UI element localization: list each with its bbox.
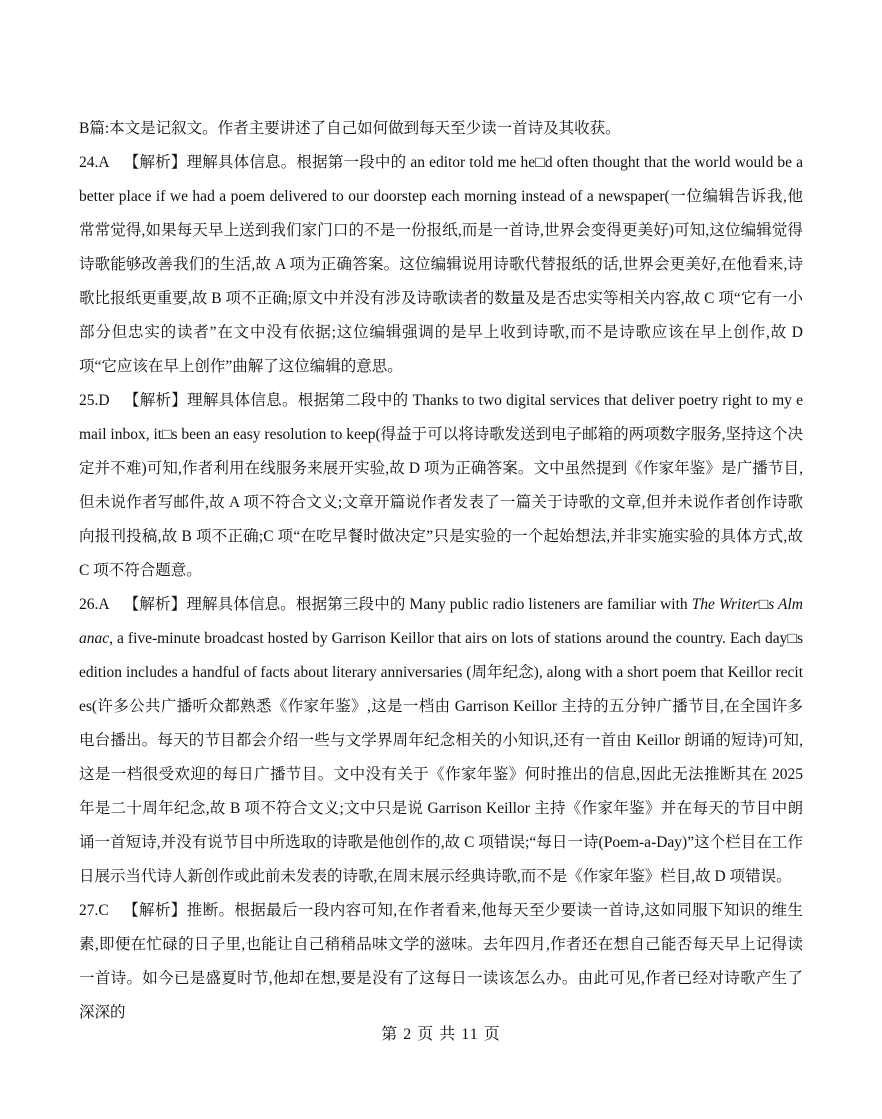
analysis-text-continued: , a five-minute broadcast hosted by Garrison Keillor that airs on lots of stations around the country. Each day□s edition includes a handful of facts about literary anniversaries (周年纪念), along with a short poem that Keillor recites(许多公共广播听众都熟悉《作家年鉴》,这是一档由 Garrison Keillor 主持的五分钟广播节目,在全国许多电台播出。每天的节目都会介绍一些与文学界周年纪念相关的小知识,还有一首由 Keillor 朗诵的短诗)可知,这是一档很受欢迎的每日广播节目。文中没有关于《作家年鉴》何时推出的信息,因此无法推断其在 2025 年是二十周年纪念,故 B 项不符合文义;文中只是说 Garrison Keillor 主持《作家年鉴》并在每天的节目中朗诵一首短诗,并没有说节目中所选取的诗歌是他创作的,故 C 项错误;“每日一诗(Poem-a-Day)”这个栏目在工作日展示当代诗人新创作或此前未发表的诗歌,在周末展示经典诗歌,而不是《作家年鉴》栏目,故 D 项错误。: [79, 630, 803, 885]
answer-24: [79, 146, 803, 384]
analysis-tag: 【解析】: [123, 596, 187, 613]
answer-26: [79, 588, 803, 894]
question-number: 27.C: [79, 902, 109, 919]
page-footer: 第 2 页 共 11 页: [381, 1026, 501, 1043]
analysis-text: 理解具体信息。根据第一段中的 an editor told me he□d often thought that the world would be a better place if we had a poem delivered to our doorstep each morning instead of a newspaper(一位编辑告诉我,他常常觉得,如果每天早上送到我们家门口的不是一份报纸,而是一首诗,世界会变得更美好)可知,这位编辑觉得诗歌能够改善我们的生活,故 A 项为正确答案。这位编辑说用诗歌代替报纸的话,世界会更美好,在他看来,诗歌比报纸更重要,故 B 项不正确;原文中并没有涉及诗歌读者的数量及是否忠实等相关内容,故 C 项“它有一小部分但忠实的读者”在文中没有依据;这位编辑强调的是早上收到诗歌,而不是诗歌应该在早上创作,故 D 项“它应该在早上创作”曲解了这位编辑的意思。: [79, 154, 803, 375]
question-number: 24.A: [79, 154, 110, 171]
question-number: 26.A: [79, 596, 110, 613]
question-number: 25.D: [79, 392, 110, 409]
passage-intro: B篇:本文是记叙文。作者主要讲述了自己如何做到每天至少读一首诗及其收获。: [79, 120, 621, 137]
answer-27: [79, 894, 803, 1030]
analysis-text: 理解具体信息。根据第三段中的 Many public radio listeners are familiar with: [186, 596, 692, 613]
analysis-tag: 【解析】: [123, 392, 188, 409]
analysis-text: 理解具体信息。根据第二段中的 Thanks to two digital services that deliver poetry right to my email inbox, it□s been an easy resolution to keep(得益于可以将诗歌发送到电子邮箱的两项数字服务,坚持这个决定并不难)可知,作者利用在线服务来展开实验,故 D 项为正确答案。文中虽然提到《作家年鉴》是广播节目,但未说作者写邮件,故 A 项不符合文义;文章开篇说作者发表了一篇关于诗歌的文章,但并未说作者创作诗歌向报刊投稿,故 B 项不正确;C 项“在吃早餐时做决定”只是实验的一个起始想法,并非实施实验的具体方式,故 C 项不符合题意。: [79, 392, 804, 579]
answer-25: [79, 384, 803, 588]
program-title: The Writer□s Almanac: [79, 596, 803, 647]
answer-analysis-body: [79, 112, 803, 1030]
analysis-text: 推断。根据最后一段内容可知,在作者看来,他每天至少要读一首诗,这如同服下知识的维生素,即便在忙碌的日子里,也能让自己稍稍品味文学的滋味。去年四月,作者还在想自己能否每天早上记得读一首诗。如今已是盛夏时节,他却在想,要是没有了这每日一读该怎么办。由此可见,作者已经对诗歌产生了深深的: [79, 902, 803, 1021]
analysis-tag: 【解析】: [123, 154, 187, 171]
analysis-tag: 【解析】: [122, 902, 187, 919]
